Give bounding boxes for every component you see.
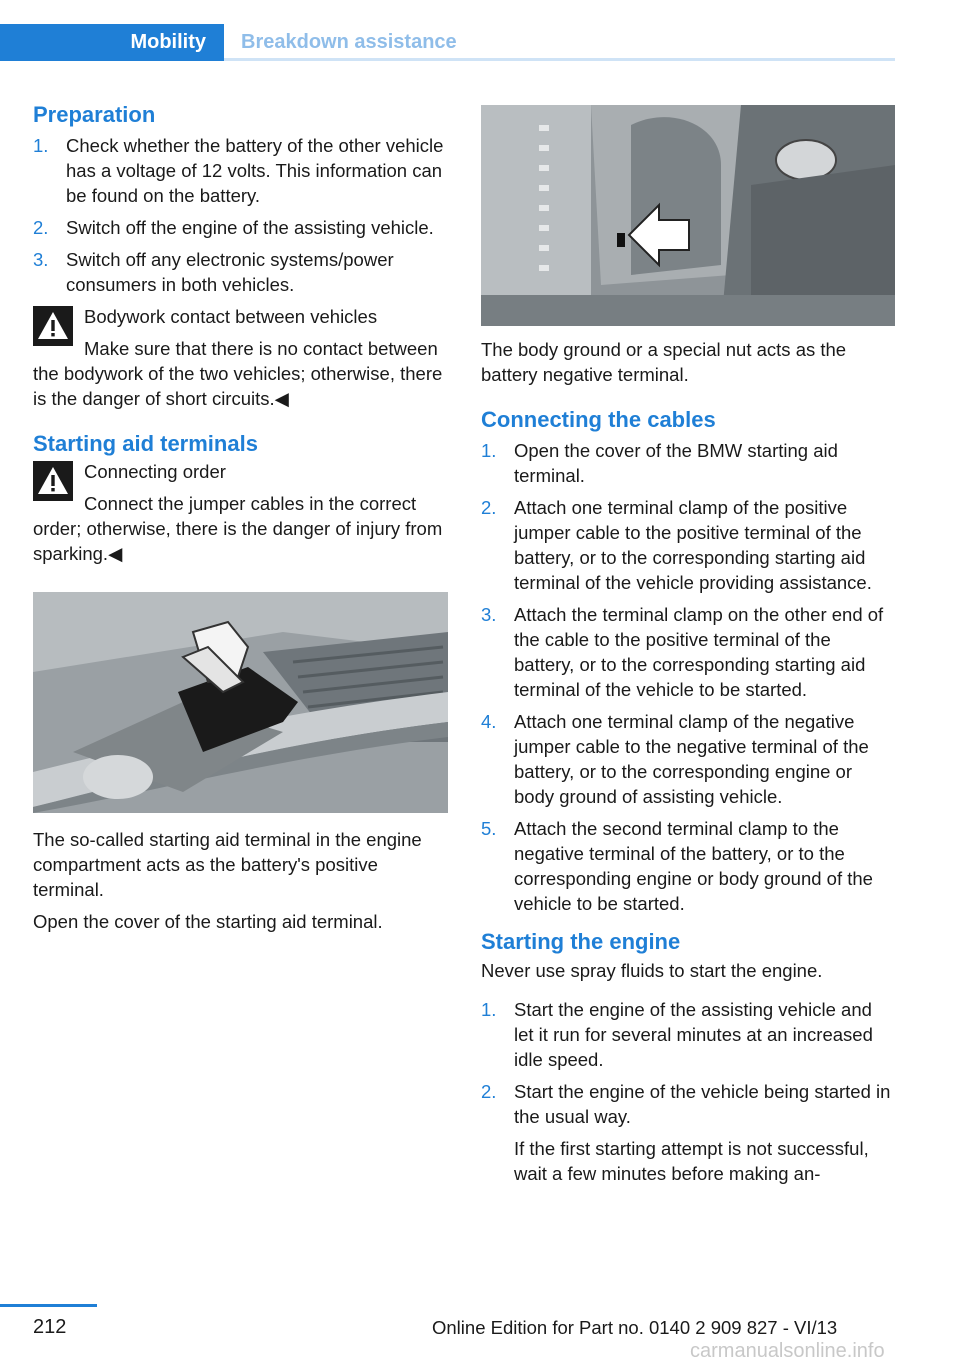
starting-heading: Starting the engine xyxy=(481,929,681,954)
ground-terminal-photo xyxy=(481,105,895,326)
section-title: Mobility xyxy=(130,31,206,53)
list-item: 1. Open the cover of the BMW starting aid terminal. xyxy=(481,440,838,486)
list-item: 1. Start the engine of the assisting vehicle and let it run for several minutes at an increased idle speed. xyxy=(481,999,873,1070)
terminal-description: The so-called starting aid terminal in the engine compartment acts as the battery's positive terminal. xyxy=(33,829,422,900)
watermark: carmanualsonline.info xyxy=(690,1340,885,1362)
edition-text: Online Edition for Part no. 0140 2 909 827 - VI/13 xyxy=(432,1317,838,1338)
warning-body: Make sure that there is no contact between the bodywork of the two vehicles; otherwise, there is the danger of short circuits.◀ xyxy=(33,338,443,409)
warning-order xyxy=(33,459,449,566)
list-item: 3. Attach the terminal clamp on the other end of the cable to the positive terminal of the battery, or to the corresponding starting aid terminal of the vehicle to be started. xyxy=(481,604,884,700)
terminals-heading: Starting aid terminals xyxy=(33,431,258,456)
page-header xyxy=(0,24,895,61)
subsection-title: Breakdown assistance xyxy=(241,31,457,53)
list-item: 5. Attach the second terminal clamp to the negative terminal of the battery, or to the corresponding engine or body ground of the vehicle to be started. xyxy=(481,818,873,914)
warning-body: Connect the jumper cables in the correct order; otherwise, there is the danger of injury from sparking.◀ xyxy=(33,493,443,564)
step-note: If the first starting attempt is not successful, wait a few minutes before making an- xyxy=(514,1138,869,1184)
warning-icon xyxy=(33,306,73,346)
warning-title: Connecting order xyxy=(84,461,226,482)
warning-icon xyxy=(33,461,73,501)
preparation-steps xyxy=(33,133,449,297)
ground-text: The body ground or a special nut acts as the battery negative terminal. xyxy=(481,339,847,385)
starting-intro: Never use spray fluids to start the engine. xyxy=(481,960,823,981)
connecting-steps xyxy=(481,438,895,916)
right-column xyxy=(481,105,895,1193)
starting-steps xyxy=(481,997,895,1186)
list-item: 2. Switch off the engine of the assisting vehicle. xyxy=(33,217,434,238)
left-column xyxy=(33,100,449,934)
list-item: 1. Check whether the battery of the other vehicle has a voltage of 12 volts. This information can be found on the battery. xyxy=(33,135,444,206)
connecting-heading: Connecting the cables xyxy=(481,407,716,432)
list-item: 2. Start the engine of the vehicle being started in the usual way. If the first starting attempt is not successful, wait a few minutes before making an- xyxy=(481,1079,895,1186)
list-item: 3. Switch off any electronic systems/power consumers in both vehicles. xyxy=(33,249,394,295)
page-number: 212 xyxy=(33,1316,67,1338)
list-item: 2. Attach one terminal clamp of the positive jumper cable to the positive terminal of the battery, or to the corresponding starting aid terminal of the vehicle providing assistance. xyxy=(481,497,872,593)
starting-aid-terminal-photo xyxy=(33,592,448,813)
section-tab xyxy=(0,24,224,61)
warning-title: Bodywork contact between vehicles xyxy=(84,306,378,327)
footer-rule xyxy=(0,1304,97,1307)
warning-bodywork xyxy=(33,304,449,411)
open-cover-text: Open the cover of the starting aid terminal. xyxy=(33,911,383,932)
list-item: 4. Attach one terminal clamp of the negative jumper cable to the negative terminal of the battery, or to the corresponding engine or body ground of assisting vehicle. xyxy=(481,711,869,807)
preparation-heading: Preparation xyxy=(33,102,156,127)
header-rule xyxy=(224,58,895,61)
